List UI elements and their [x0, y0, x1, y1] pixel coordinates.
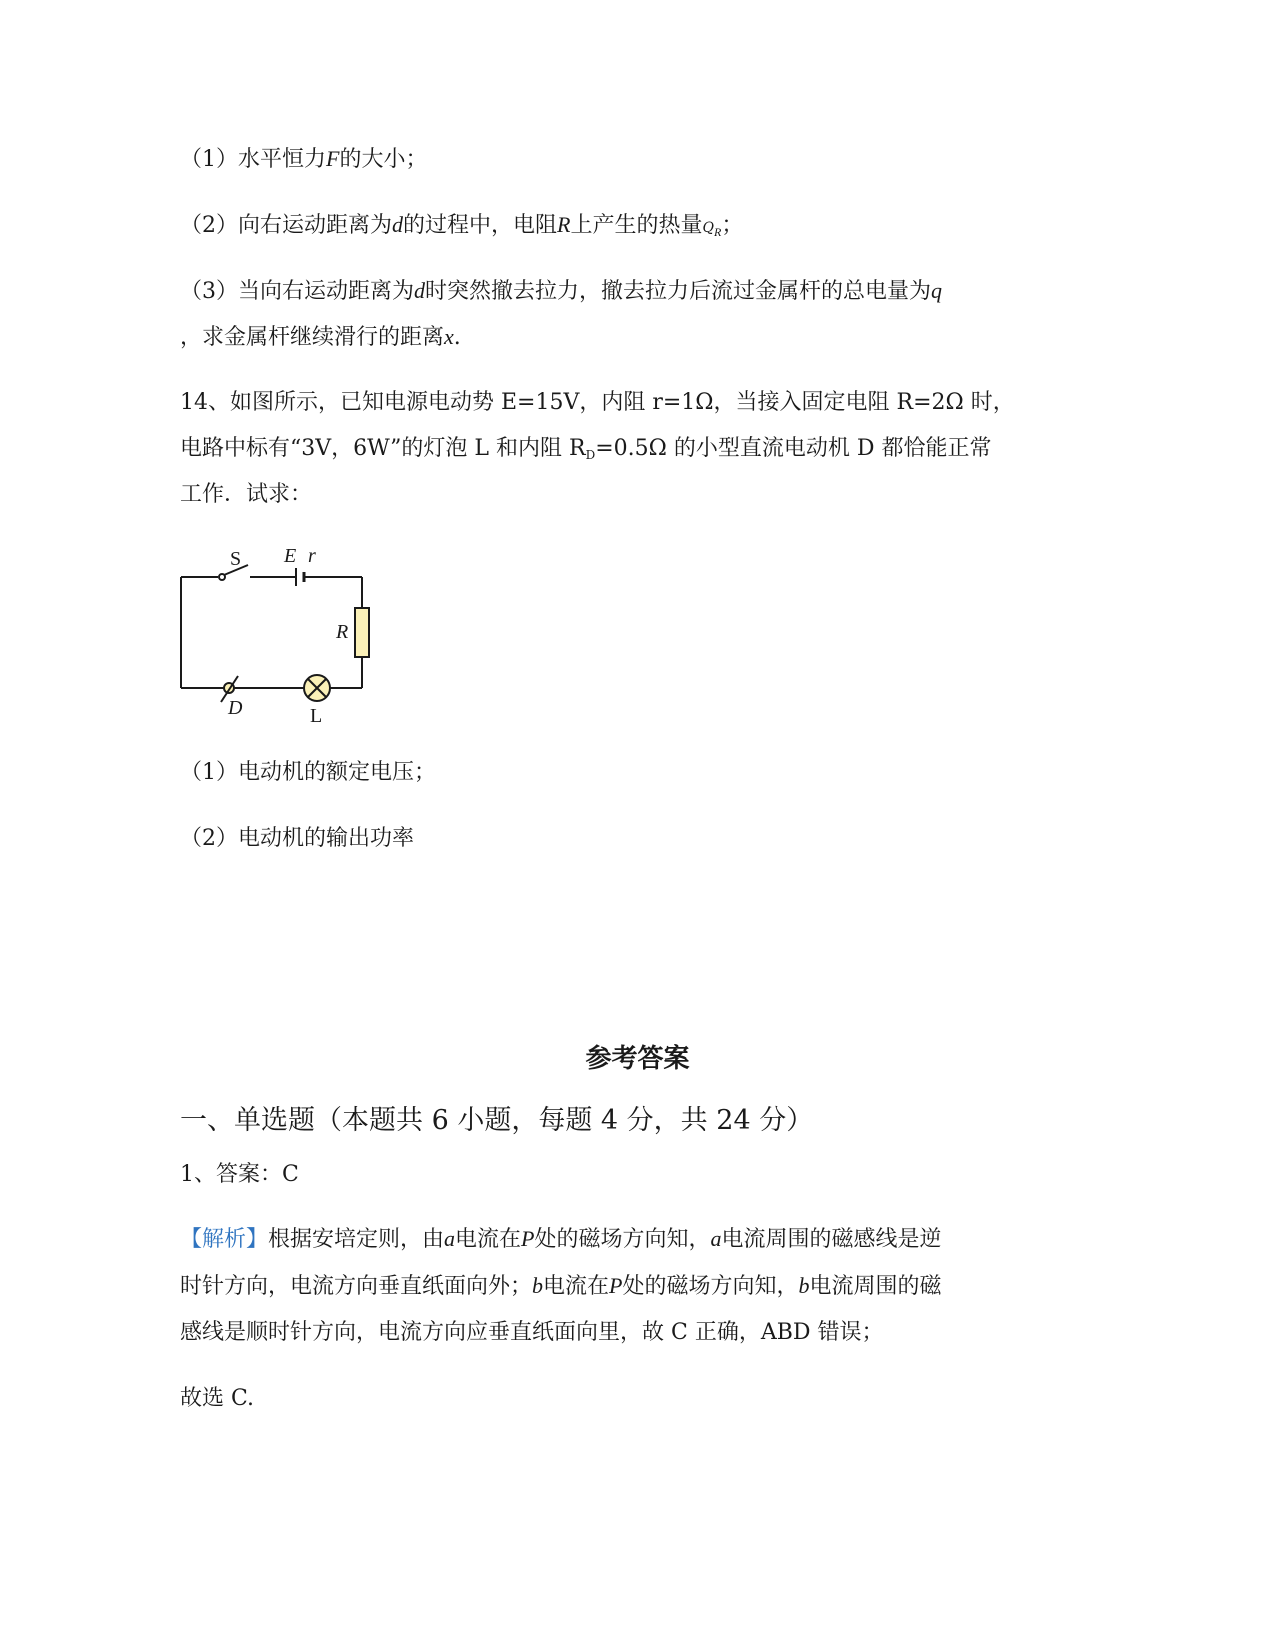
q14-sub1: （1）电动机的额定电压；	[180, 760, 436, 785]
section-heading: 一、单选题（本题共 6 小题，每题 4 分，共 24 分）	[180, 1105, 814, 1136]
q14-line1: 14、如图所示，已知电源电动势 E=15V，内阻 r=1Ω，当接入固定电阻 R=2Ω 时，	[180, 390, 1015, 415]
answer-1: 1、答案：C	[180, 1162, 299, 1187]
q13-part3-cont: ，求金属杆继续滑行的距离x.	[180, 324, 461, 350]
var-d: d	[392, 212, 403, 237]
label-switch: S	[230, 548, 242, 570]
explanation-line1: 【解析】根据安培定则，由a电流在P处的磁场方向知，a电流周围的磁感线是逆	[180, 1226, 942, 1252]
label-internal-r: r	[308, 545, 316, 567]
q14-sub2: （2）电动机的输出功率	[180, 826, 414, 851]
q13-part2: （2）向右运动距离为d的过程中，电阻R上产生的热量$Q_R$；	[180, 212, 744, 239]
resistor-icon	[355, 608, 369, 657]
explanation-line3: 感线是顺时针方向，电流方向应垂直纸面向里，故 C 正确，ABD 错误；	[180, 1320, 884, 1345]
q13-part3: （3）当向右运动距离为d时突然撤去拉力，撤去拉力后流过金属杆的总电量为q	[180, 278, 943, 304]
var-r: R	[557, 212, 571, 237]
explanation-line2: 时针方向，电流方向垂直纸面向外；b电流在P处的磁场方向知，b电流周围的磁	[180, 1273, 942, 1299]
q14-line3: 工作．试求：	[180, 482, 313, 507]
label-motor: D	[228, 697, 243, 719]
var-f: F	[326, 146, 340, 171]
q13-part1: （1）水平恒力F的大小；	[180, 146, 428, 172]
label-emf: E	[284, 545, 297, 567]
circuit-diagram	[172, 540, 382, 730]
analysis-tag: 【解析】	[180, 1227, 269, 1252]
label-resistor: R	[336, 621, 349, 643]
var-q: Q	[702, 220, 714, 236]
q14-line2: 电路中标有“3V，6W”的灯泡 L 和内阻 $R_D=0.5\Omega$ 的小型直流电动机 D 都恰能正常	[180, 436, 992, 462]
answers-title: 参考答案	[585, 1044, 690, 1074]
conclusion: 故选 C.	[180, 1386, 255, 1411]
label-lamp: L	[310, 705, 323, 727]
